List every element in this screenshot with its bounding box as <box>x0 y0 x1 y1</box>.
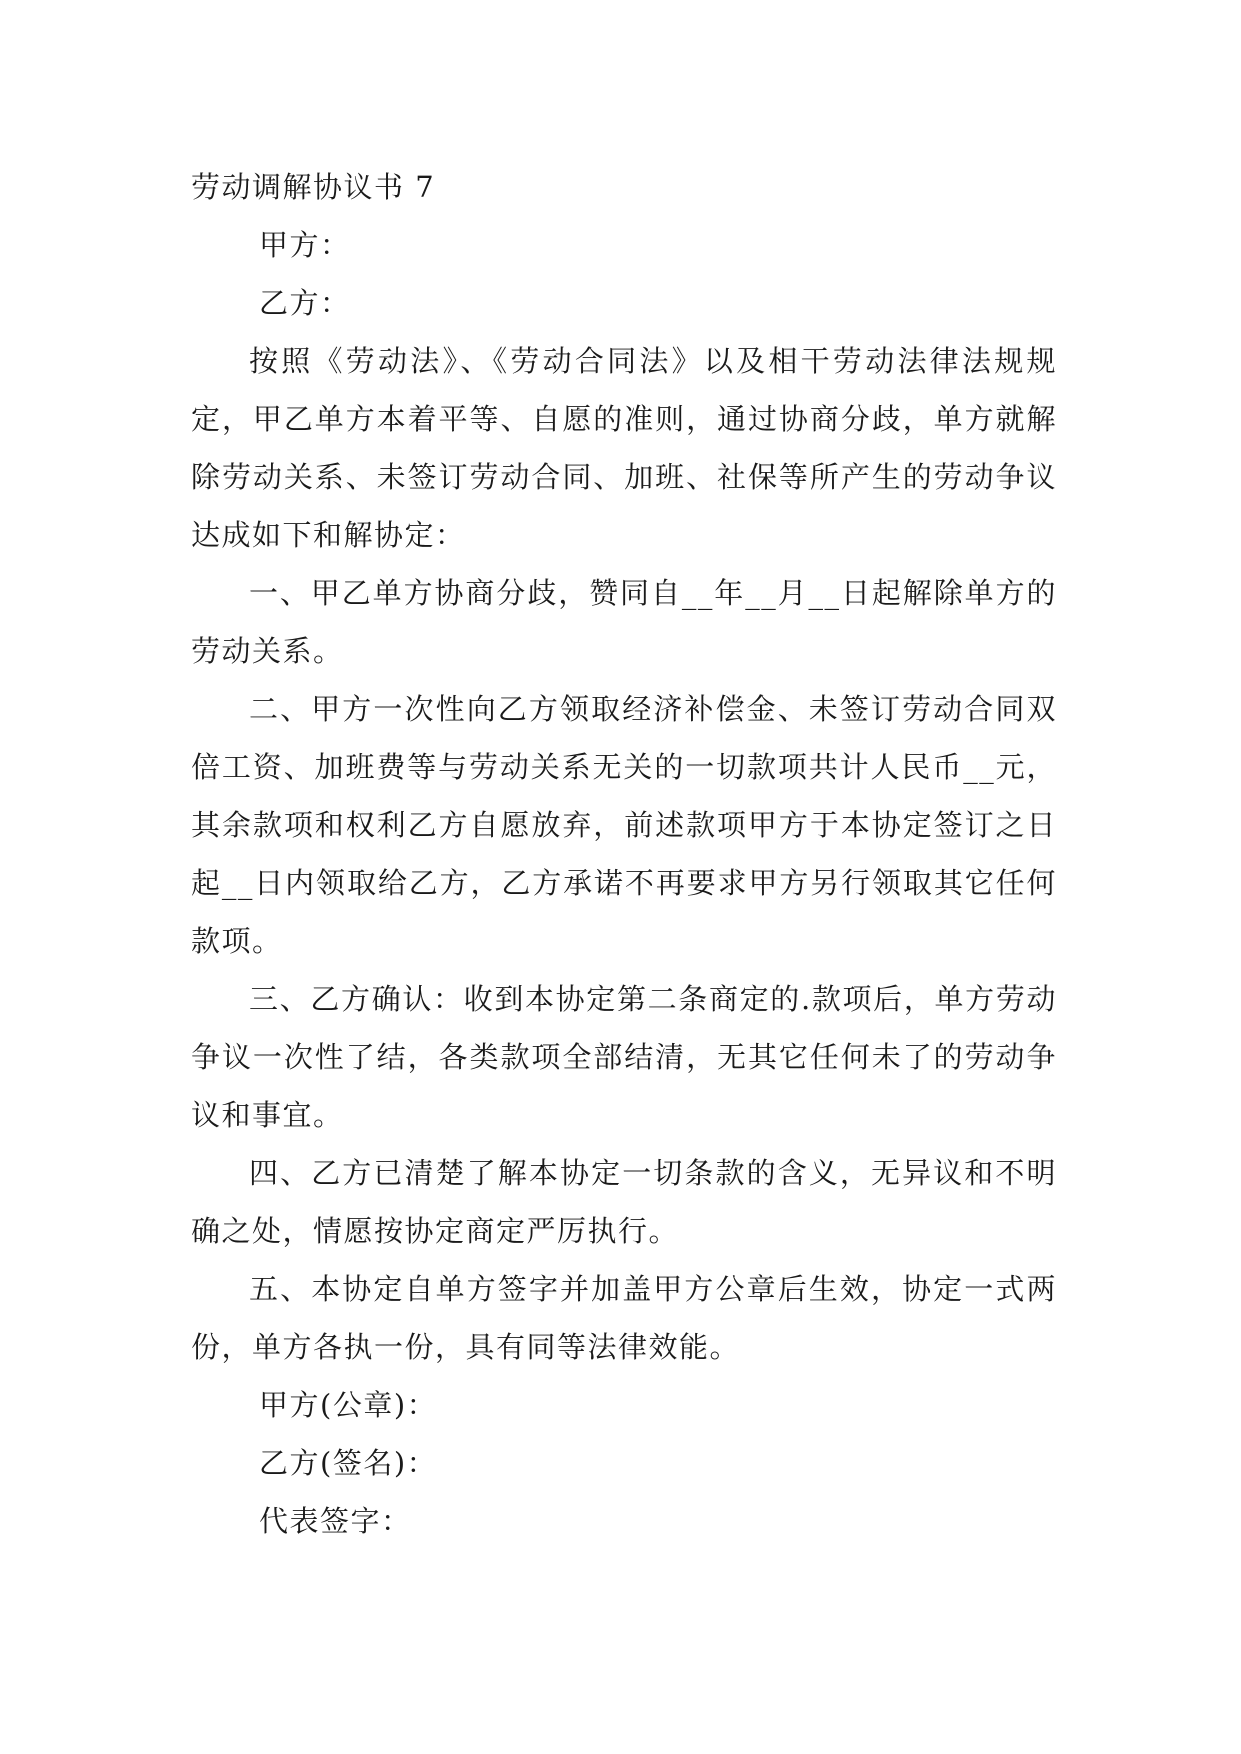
document-title: 劳动调解协议书 7 <box>191 170 436 204</box>
clause-4-paragraph: 四、乙方已清楚了解本协定一切条款的含义，无异议和不明确之处，情愿按协定商定严厉执行。 <box>191 1156 1057 1248</box>
clause-5-paragraph: 五、本协定自单方签字并加盖甲方公章后生效，协定一式两份，单方各执一份，具有同等法律效能。 <box>191 1272 1057 1364</box>
party-b-signature-label: 乙方(签名)： <box>259 1446 438 1480</box>
representative-signature-label: 代表签字： <box>259 1504 412 1538</box>
party-a-seal-label: 甲方(公章)： <box>259 1388 438 1422</box>
document-page <box>191 158 1057 1550</box>
preamble-paragraph: 按照《劳动法》、《劳动合同法》以及相干劳动法律法规规定，甲乙单方本着平等、自愿的准则，通过协商分歧，单方就解除劳动关系、未签订劳动合同、加班、社保等所产生的劳动争议达成如下和解协定： <box>191 344 1057 552</box>
clause-2-paragraph: 二、甲方一次性向乙方领取经济补偿金、未签订劳动合同双倍工资、加班费等与劳动关系无关的一切款项共计人民币__元，其余款项和权利乙方自愿放弃，前述款项甲方于本协定签订之日起__日内领取给乙方，乙方承诺不再要求甲方另行领取其它任何款项。 <box>191 692 1057 958</box>
clause-3-paragraph: 三、乙方确认：收到本协定第二条商定的.款项后，单方劳动争议一次性了结，各类款项全部结清，无其它任何未了的劳动争议和事宜。 <box>191 982 1057 1132</box>
clause-1-paragraph: 一、甲乙单方协商分歧，赞同自__年__月__日起解除单方的劳动关系。 <box>191 576 1057 668</box>
party-a-label: 甲方： <box>259 228 351 262</box>
party-b-label: 乙方： <box>259 286 351 320</box>
